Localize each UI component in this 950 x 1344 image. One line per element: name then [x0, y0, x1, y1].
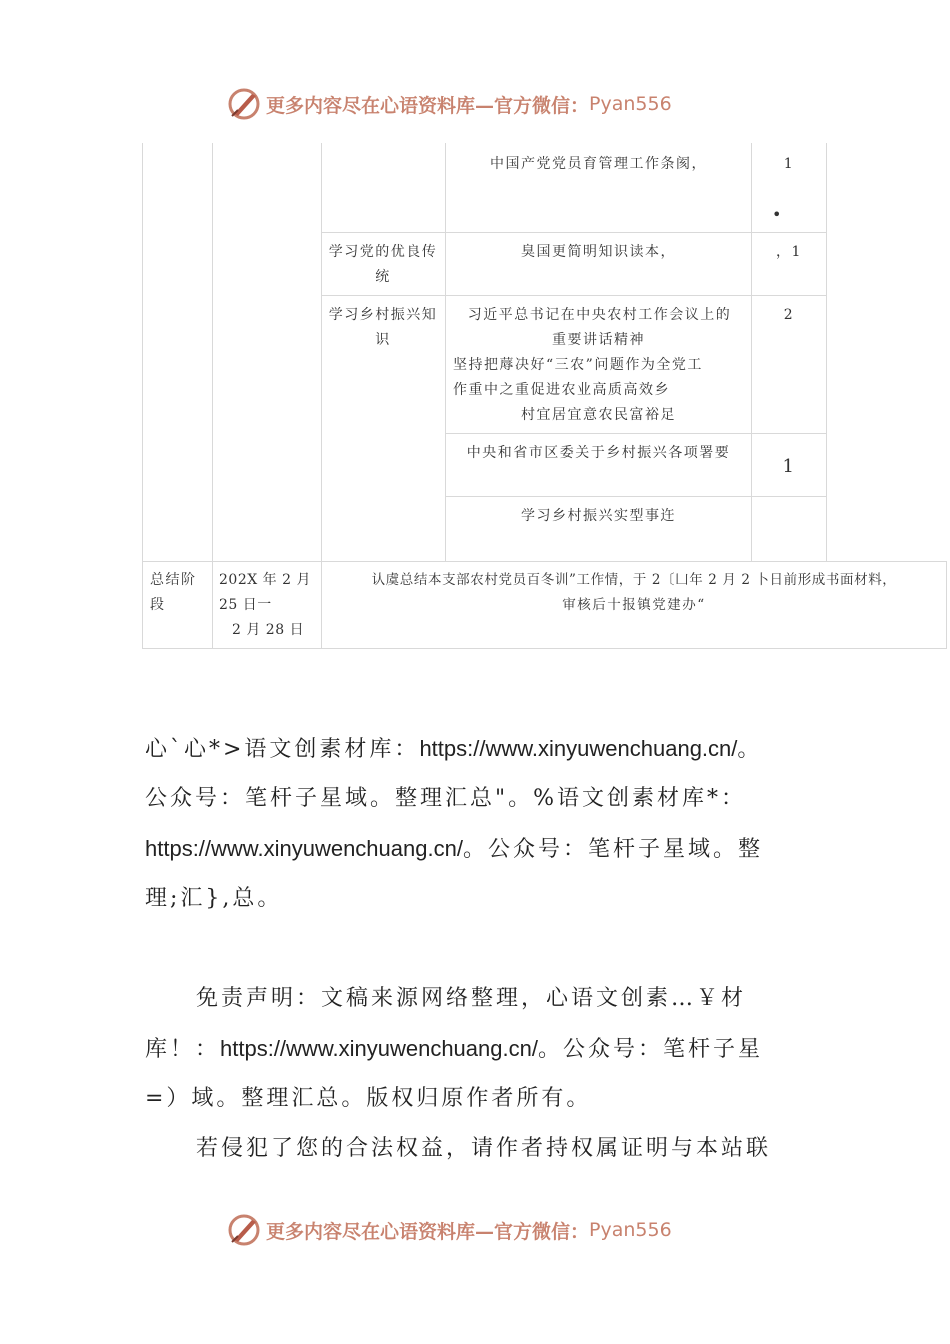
quill-logo-icon: [226, 86, 262, 122]
body-link-3[interactable]: https://www.xinyuwenchuang.cn/: [220, 1036, 538, 1061]
row2-content: 臭国更简明知识读本，: [521, 244, 676, 260]
summary-date-3: 2 月 28 日: [232, 622, 305, 638]
row1-content: 中国产党党员育管理工作条阂，: [490, 156, 707, 172]
disclaimer-line-1: 免责声明：文稿来源网络整理，心语文创素…￥材: [196, 986, 747, 1011]
summary-content-1: 认虞总结本支部农村党员百冬训”工作情，于 2〔凵年 2 月 2 卜日前形成书面材料，: [371, 572, 897, 588]
row3-line-3: 坚持把蓐决好“三农”问题作为全党工: [453, 357, 703, 373]
disclaimer-line-2: [145, 1024, 810, 1075]
row1-bullet: •: [772, 205, 783, 224]
body-link-1[interactable]: https://www.xinyuwenchuang.cn/: [419, 736, 738, 761]
disclaimer-line-2-b: 。公众号：笔杆子星: [537, 1037, 763, 1062]
summary-date-2: 25 日一: [219, 597, 272, 613]
row3-topic: 学习乡村振兴知识: [328, 307, 438, 348]
row3-count: 2: [783, 307, 795, 323]
body-line-3: [145, 824, 810, 875]
body-line-1-a: 心`心*>语文创素材库：: [145, 737, 420, 762]
disclaimer-line-4: 若侵犯了您的合法权益，请作者持权属证明与本站联: [196, 1136, 772, 1161]
banner-text: 更多内容尽在心语资料库—官方微信：: [266, 94, 590, 117]
body-line-1-b: 。: [737, 737, 763, 762]
body-line-3-b: 。公众号：笔杆子星域。整: [462, 837, 763, 862]
row4-count: 1: [782, 456, 796, 477]
body-line-1: [145, 724, 810, 775]
header-banner: [226, 84, 746, 124]
body-link-2[interactable]: https://www.xinyuwenchuang.cn/: [145, 836, 463, 861]
footer-banner-text: 更多内容尽在心语资料库—官方微信：: [266, 1220, 590, 1243]
row2-topic: 学习党的优良传统: [328, 244, 438, 285]
row1-count: 1: [783, 156, 795, 172]
footer-banner: [226, 1210, 746, 1250]
disclaimer-line-3: =）域。整理汇总。版权归原作者所有。: [145, 1086, 592, 1111]
row4-content: 中央和省市区委关于乡村振兴各项署要: [466, 445, 731, 461]
row3-line-2: 重要讲话精神: [552, 332, 645, 348]
row2-count: ，1: [776, 244, 802, 260]
summary-content-2: 审核后十报镇党建办“: [562, 597, 706, 613]
body-line-2: 公众号：笔杆子星域。整理汇总"。%语文创素材库*：: [145, 786, 747, 811]
row5-content: 学习乡村振兴实型事迕: [521, 508, 676, 524]
summary-stage: 总结阶段: [150, 572, 197, 613]
summary-date-1: 202X 年 2 月: [219, 572, 311, 588]
disclaimer-line-2-a: 库！：: [145, 1037, 221, 1062]
row3-line-5: 村宜居宜意农民富裕足: [521, 407, 676, 423]
quill-logo-icon: [226, 1212, 262, 1248]
row3-line-1: 习近平总书记在中央农村工作会议上的: [467, 307, 732, 323]
footer-banner-wechat-id: Pyan556: [589, 1219, 672, 1241]
row3-line-4: 作重中之重促进农业高质高效乡: [453, 382, 670, 398]
banner-wechat-id: Pyan556: [589, 93, 672, 115]
body-line-4: 理;汇},总。: [145, 886, 283, 911]
